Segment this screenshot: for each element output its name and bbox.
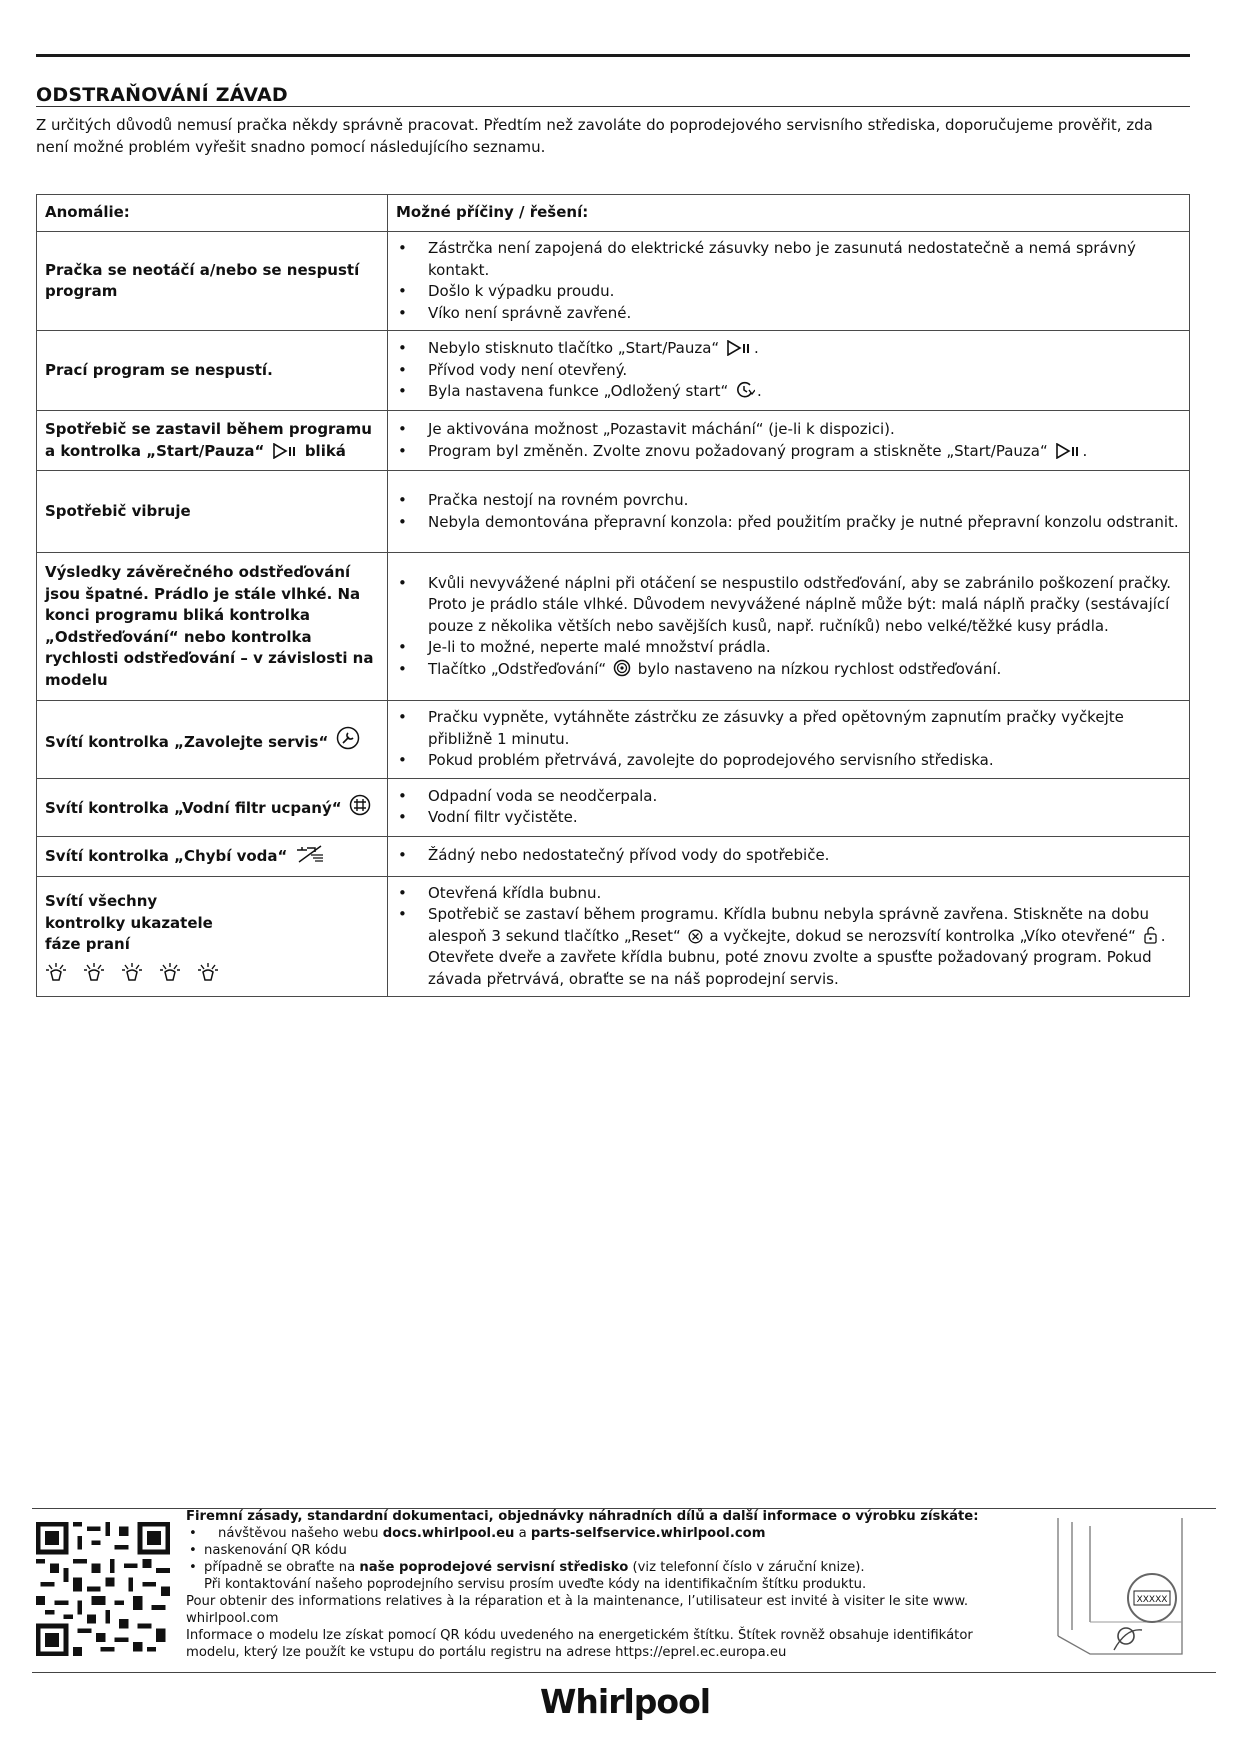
header-anomaly: Anomálie: (37, 195, 388, 232)
footer-rule-bottom (32, 1672, 1216, 1673)
water-filter-icon (349, 794, 371, 816)
table-header-row (37, 195, 1190, 232)
list-item: • Pračka nestojí na rovném povrchu. (398, 490, 1181, 512)
list-item-text-tail: Otevřete dveře a zavřete křídla bubnu, poté znovu zvolte a spusťte požadovaný program. Pokud závada přetrvává, obraťte se na náš poprodejní servis. (428, 948, 1152, 988)
footer-info (186, 1508, 1016, 1661)
solutions-cell (388, 778, 1190, 836)
spin-icon (613, 659, 631, 677)
lid-open-icon (1143, 926, 1159, 944)
start-pause-icon (1055, 443, 1081, 459)
list-item-text-tail: bylo nastaveno na nízkou rychlost odstřeďování. (637, 659, 1002, 678)
list-item: • Vodní filtr vyčistěte. (398, 807, 1181, 829)
footer-text: případně se obraťte na (204, 1560, 356, 1575)
footer-text: (viz telefonní číslo v záruční knize). (632, 1560, 865, 1575)
table-row (37, 836, 1190, 876)
footer-eprel: Informace o modelu lze získat pomocí QR kódu uvedeného na energetickém štítku. Štítek rovněž obsahuje identifikátor modelu, který lze použít ke vstupu do portálu registru na adrese https://eprel.ec.europa.eu (186, 1628, 973, 1660)
start-pause-icon (726, 340, 752, 356)
qr-code (36, 1522, 170, 1656)
anomaly-text: Svítí kontrolka „Zavolejte servis“ (45, 732, 329, 751)
list-item-text: Program byl změněn. Zvolte znovu požadovaný program a stiskněte „Start/Pauza“ (428, 441, 1048, 460)
start-pause-icon (272, 443, 298, 459)
wash-phase-icon (197, 962, 219, 982)
anomaly-cell: Prací program se nespustí. (37, 331, 388, 411)
solutions-cell (388, 876, 1190, 997)
intro-text: Z určitých důvodů nemusí pračka někdy správně pracovat. Předtím než zavoláte do poprodejového servisního střediska, doporučujeme prověřit, zda není možné problém vyřešit snadno pomocí následujícího seznamu. (36, 116, 1153, 156)
wash-phase-indicators (45, 962, 379, 982)
anomaly-text-tail: bliká (304, 441, 346, 460)
list-item: • Kvůli nevyvážené náplni při otáčení se nespustilo odstřeďování, aby se zabránilo poškození pračky. Proto je prádlo stále vlhké. Důvodem nevyvážené náplně může být: malá náplň pračky (sestávající pouze z několika větších nebo savějších kusů, např. ručníků) nebo velké/těžké kusy prádla. (398, 573, 1181, 638)
call-service-icon (336, 726, 360, 750)
washing-machine-label-illustration (1050, 1518, 1190, 1662)
footer-text: a (518, 1526, 527, 1541)
label-code: XXXXX (1136, 1595, 1168, 1605)
header-solutions: Možné příčiny / řešení: (388, 195, 1190, 232)
solutions-cell (388, 331, 1190, 411)
list-item: • Spotřebič se zastaví během programu. Křídla bubnu nebyla správně zavřena. Stiskněte na dobu alespoň 3 sekund tlačítko „Reset“ a vyčkejte, dokud se nerozsvítí kontrolka „Víko otevřené“ . Otevřete dveře a zavřete křídla bubnu, poté znovu zvolte a spusťte požadovaný program. Pokud závada přetrvává, obraťte se na náš poprodejní servis. (398, 904, 1181, 990)
footer-sub: Při kontaktování našeho poprodejního servisu prosím uveďte kódy na identifikačním štítku produktu. (204, 1577, 867, 1592)
list-item: • Zástrčka není zapojená do elektrické zásuvky nebo je zasunutá nedostatečně a nemá správný kontakt. (398, 238, 1181, 281)
list-item: • Pračku vypněte, vytáhněte zástrčku ze zásuvky a před opětovným zapnutím pračky vyčkejte přibližně 1 minutu. (398, 707, 1181, 750)
list-item: • Žádný nebo nedostatečný přívod vody do spotřebiče. (398, 845, 1181, 867)
table-row (37, 331, 1190, 411)
list-item-text: Tlačítko „Odstřeďování“ (428, 659, 607, 678)
solutions-cell (388, 411, 1190, 471)
solutions-cell (388, 471, 1190, 553)
anomaly-cell (37, 836, 388, 876)
delay-start-icon (735, 381, 755, 399)
list-item-text: Nebylo stisknuto tlačítko „Start/Pauza“ (428, 339, 720, 358)
wash-phase-icon (83, 962, 105, 982)
solutions-cell (388, 553, 1190, 701)
list-item: • Je-li to možné, neperte malé množství prádla. (398, 637, 1181, 659)
list-item (398, 659, 1181, 681)
no-water-icon (295, 844, 325, 864)
anomaly-text: Spotřebič se zastavil během programu a kontrolka „Start/Pauza“ (45, 420, 372, 460)
table-row (37, 876, 1190, 997)
solutions-cell (388, 232, 1190, 331)
list-item: • Pokud problém přetrvává, zavolejte do poprodejového servisního střediska. (398, 750, 1181, 772)
footer-text: návštěvou našeho webu (218, 1526, 379, 1541)
anomaly-cell: Pračka se neotáčí a/nebo se nespustí program (37, 232, 388, 331)
list-item-text: Byla nastavena funkce „Odložený start“ (428, 382, 729, 401)
anomaly-text: Svítí kontrolka „Vodní filtr ucpaný“ (45, 799, 342, 818)
top-rule (36, 54, 1190, 57)
list-item: • Byla nastavena funkce „Odložený start“ . (398, 381, 1181, 403)
anomaly-cell (37, 701, 388, 779)
anomaly-text: Svítí kontrolka „Chybí voda“ (45, 847, 288, 866)
page-title: ODSTRAŇOVÁNÍ ZÁVAD (36, 84, 288, 106)
anomaly-cell: Výsledky závěrečného odstřeďování jsou špatné. Prádlo je stále vlhké. Na konci programu bliká kontrolka „Odstřeďování“ nebo kontrolka rychlosti odstřeďování – v závislosti na modelu (37, 553, 388, 701)
footer-list-item: • naskenování QR kódu (186, 1542, 1016, 1559)
list-item: • Nebylo stisknuto tlačítko „Start/Pauza“ . (398, 338, 1181, 360)
list-item: • Došlo k výpadku proudu. (398, 281, 1181, 303)
list-item-text-mid: a vyčkejte, dokud se nerozsvítí kontrolka „Víko otevřené“ (709, 926, 1136, 945)
anomaly-text: Svítí všechny kontrolky ukazatele fáze praní (45, 892, 213, 953)
docs-link[interactable]: docs.whirlpool.eu (382, 1526, 515, 1541)
list-item: • Přívod vody není otevřený. (398, 360, 1181, 382)
table-row (37, 411, 1190, 471)
solutions-cell (388, 836, 1190, 876)
reset-icon (688, 929, 703, 944)
wash-phase-icon (159, 962, 181, 982)
wash-phase-icon (121, 962, 143, 982)
list-item: • Odpadní voda se neodčerpala. (398, 786, 1181, 808)
list-item: • Nebyla demontována přepravní konzola: před použitím pračky je nutné přepravní konzolu odstranit. (398, 512, 1181, 534)
list-item-text: Spotřebič se zastaví během programu. Křídla bubnu nebyla správně zavřena. Stiskněte na dobu alespoň 3 sekund tlačítko „Reset“ (428, 905, 1149, 945)
troubleshooting-table (36, 194, 1190, 997)
table-row (37, 778, 1190, 836)
parts-link[interactable]: parts-selfservice.whirlpool.com (530, 1526, 766, 1541)
anomaly-cell (37, 778, 388, 836)
list-item: • Víko není správně zavřené. (398, 303, 1181, 325)
footer-text-bold: naše poprodejové servisní středisko (359, 1560, 629, 1575)
anomaly-cell (37, 411, 388, 471)
anomaly-cell (37, 876, 388, 997)
footer-list-item (186, 1559, 1016, 1576)
wash-phase-icon (45, 962, 67, 982)
footer-french: Pour obtenir des informations relatives à la réparation et à la maintenance, l’utilisateur est invité à visiter le site www. whirlpool.com (186, 1594, 969, 1626)
whirlpool-logo: Whirlpool (540, 1682, 711, 1721)
anomaly-cell: Spotřebič vibruje (37, 471, 388, 553)
footer-heading: Firemní zásady, standardní dokumentaci, objednávky náhradních dílů a další informace o výrobku získáte: (186, 1509, 979, 1524)
list-item: • Program byl změněn. Zvolte znovu požadovaný program a stiskněte „Start/Pauza“ . (398, 441, 1181, 463)
table-row (37, 232, 1190, 331)
list-item: • Otevřená křídla bubnu. (398, 883, 1181, 905)
table-row (37, 701, 1190, 779)
title-rule (36, 106, 1190, 107)
table-row (37, 471, 1190, 553)
footer-list-item (186, 1525, 1016, 1542)
solutions-cell (388, 701, 1190, 779)
table-row (37, 553, 1190, 701)
list-item: • Je aktivována možnost „Pozastavit máchání“ (je-li k dispozici). (398, 419, 1181, 441)
